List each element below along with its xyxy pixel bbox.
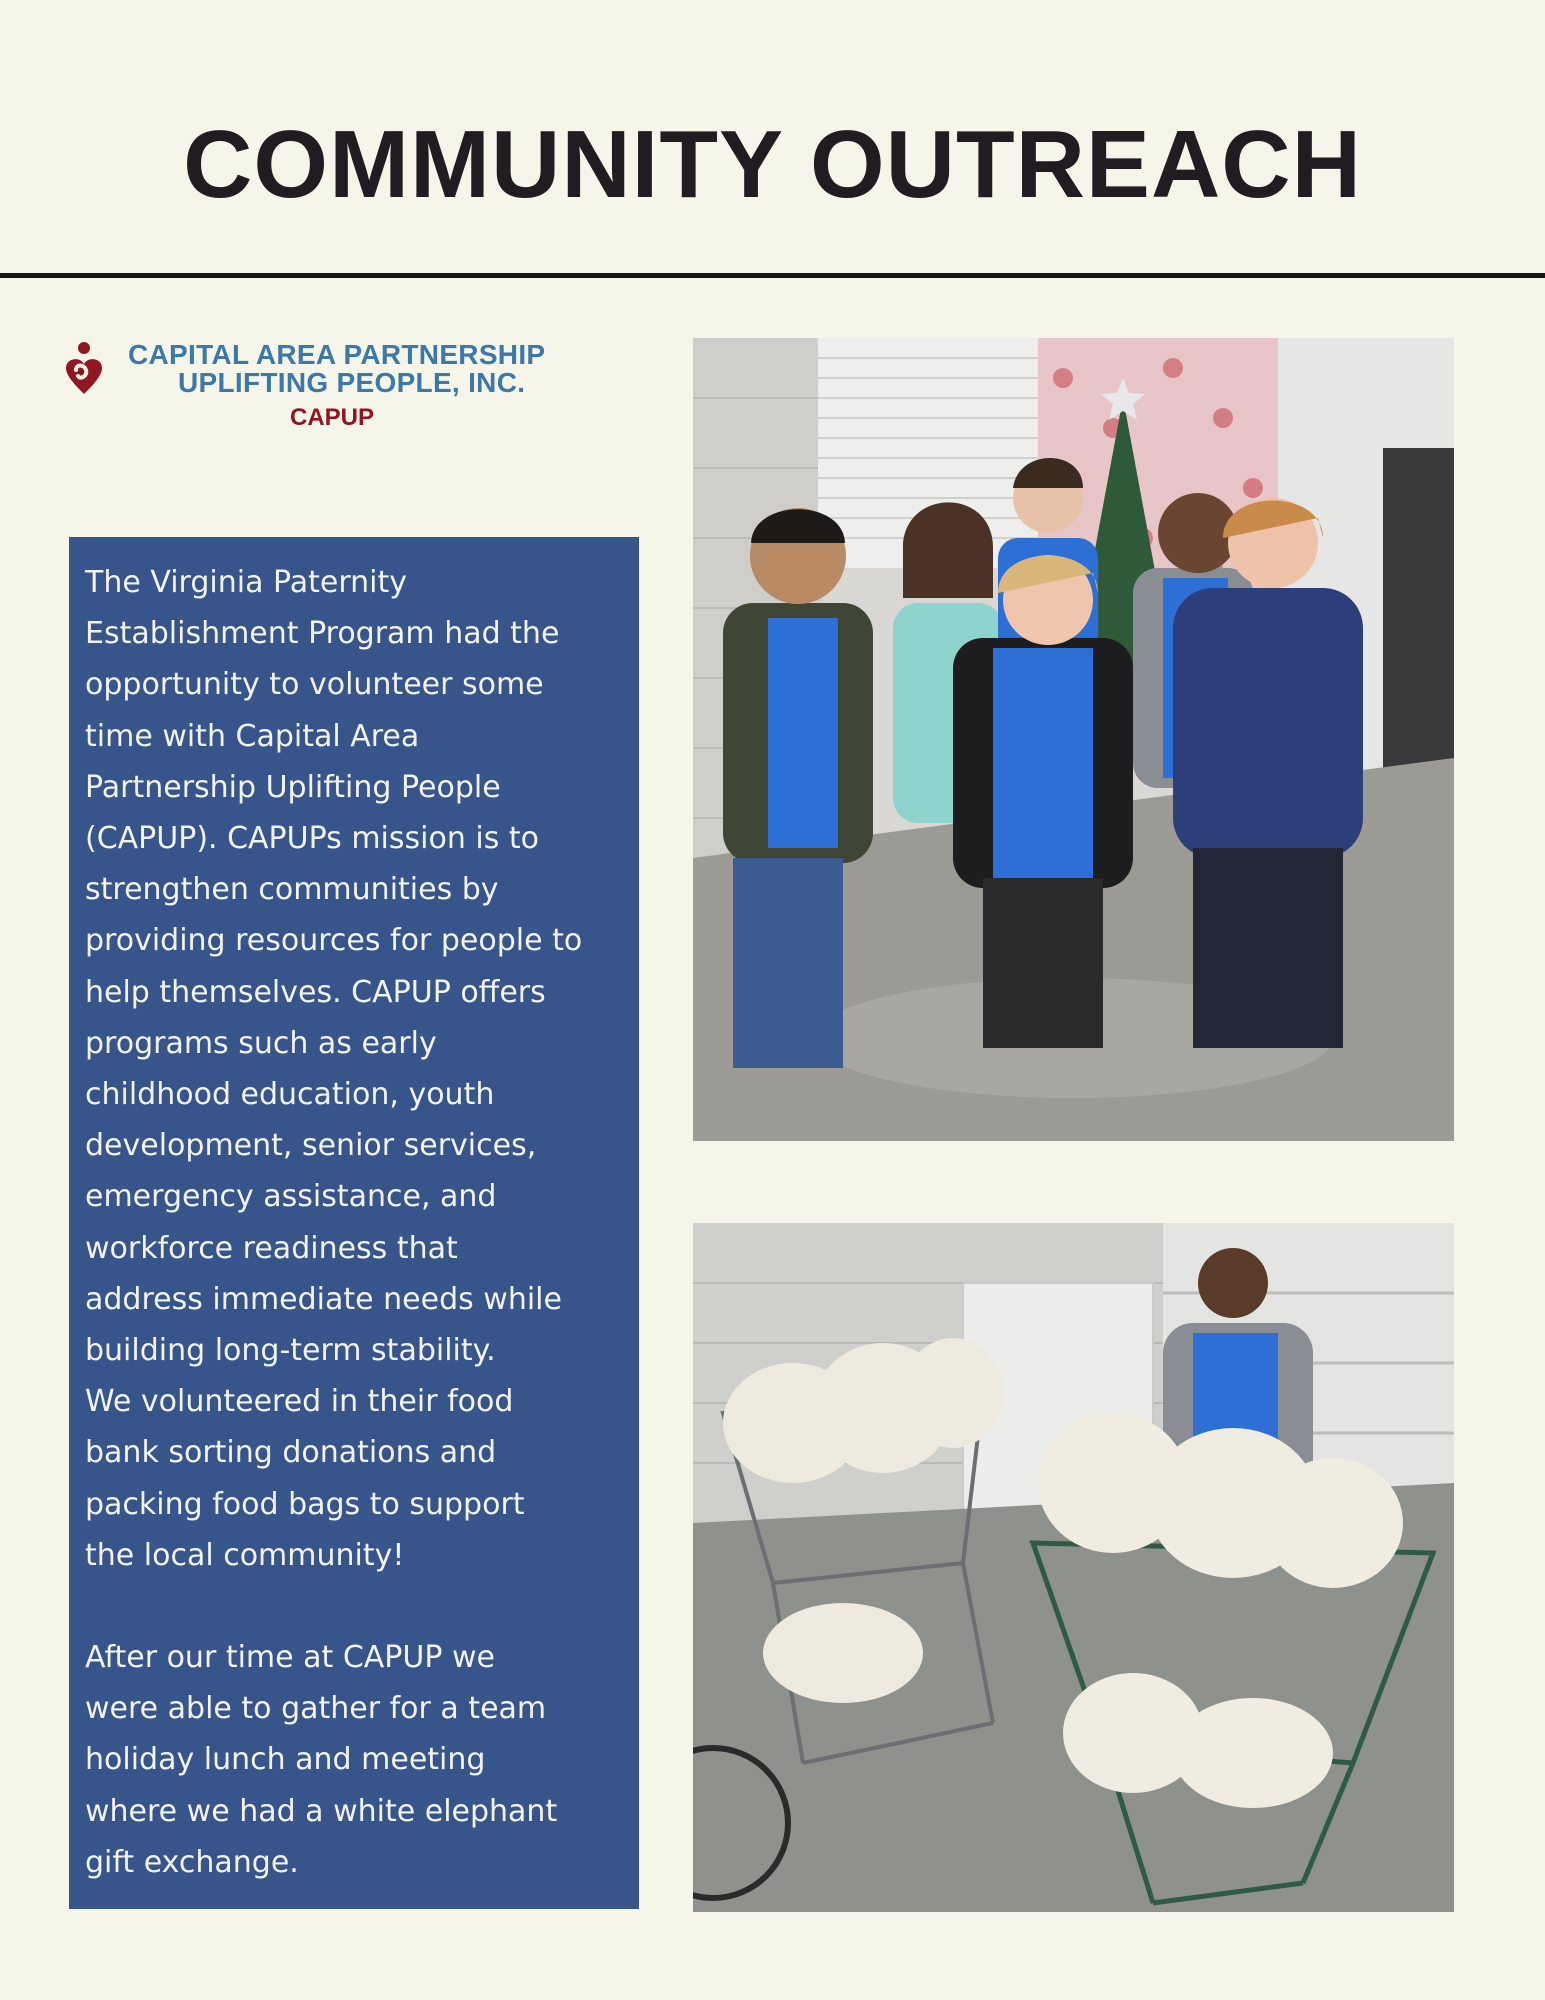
team-group-photo-illustration bbox=[693, 338, 1454, 1141]
capup-logo-icon bbox=[58, 340, 108, 400]
title-divider bbox=[0, 273, 1545, 278]
food-bank-photo bbox=[693, 1223, 1454, 1912]
volunteers-silhouettes bbox=[723, 458, 1363, 1068]
logo-org-name-line2: UPLIFTING PEOPLE, INC. bbox=[178, 367, 526, 398]
team-group-photo bbox=[693, 338, 1454, 1141]
story-paragraph-volunteering: The Virginia Paternity Establishment Program had the opportunity to volunteer some time with Capital Area Partnership Uplifting People (CAPUP). CAPUPs mission is to strengthen communities by providing resources for people to help themselves. CAPUP offers programs such as early childhood education, youth development, senior services, emergency assistance, and workforce readiness that address immediate needs while building long-term stability. We volunteered in their food bank sorting donations and packing food bags to support the local community! bbox=[85, 565, 583, 1573]
logo-org-name-line1: CAPITAL AREA PARTNERSHIP bbox=[128, 339, 546, 370]
story-paragraph-holiday-lunch: After our time at CAPUP we were able to gather for a team holiday lunch and meeting where we had a white elephant gift exchange. bbox=[85, 1640, 558, 1880]
capup-logo bbox=[58, 338, 658, 438]
page-title: COMMUNITY OUTREACH bbox=[183, 111, 1362, 218]
story-text-panel bbox=[69, 537, 639, 1909]
logo-acronym: CAPUP bbox=[290, 404, 375, 431]
food-bank-photo-illustration bbox=[693, 1223, 1454, 1912]
